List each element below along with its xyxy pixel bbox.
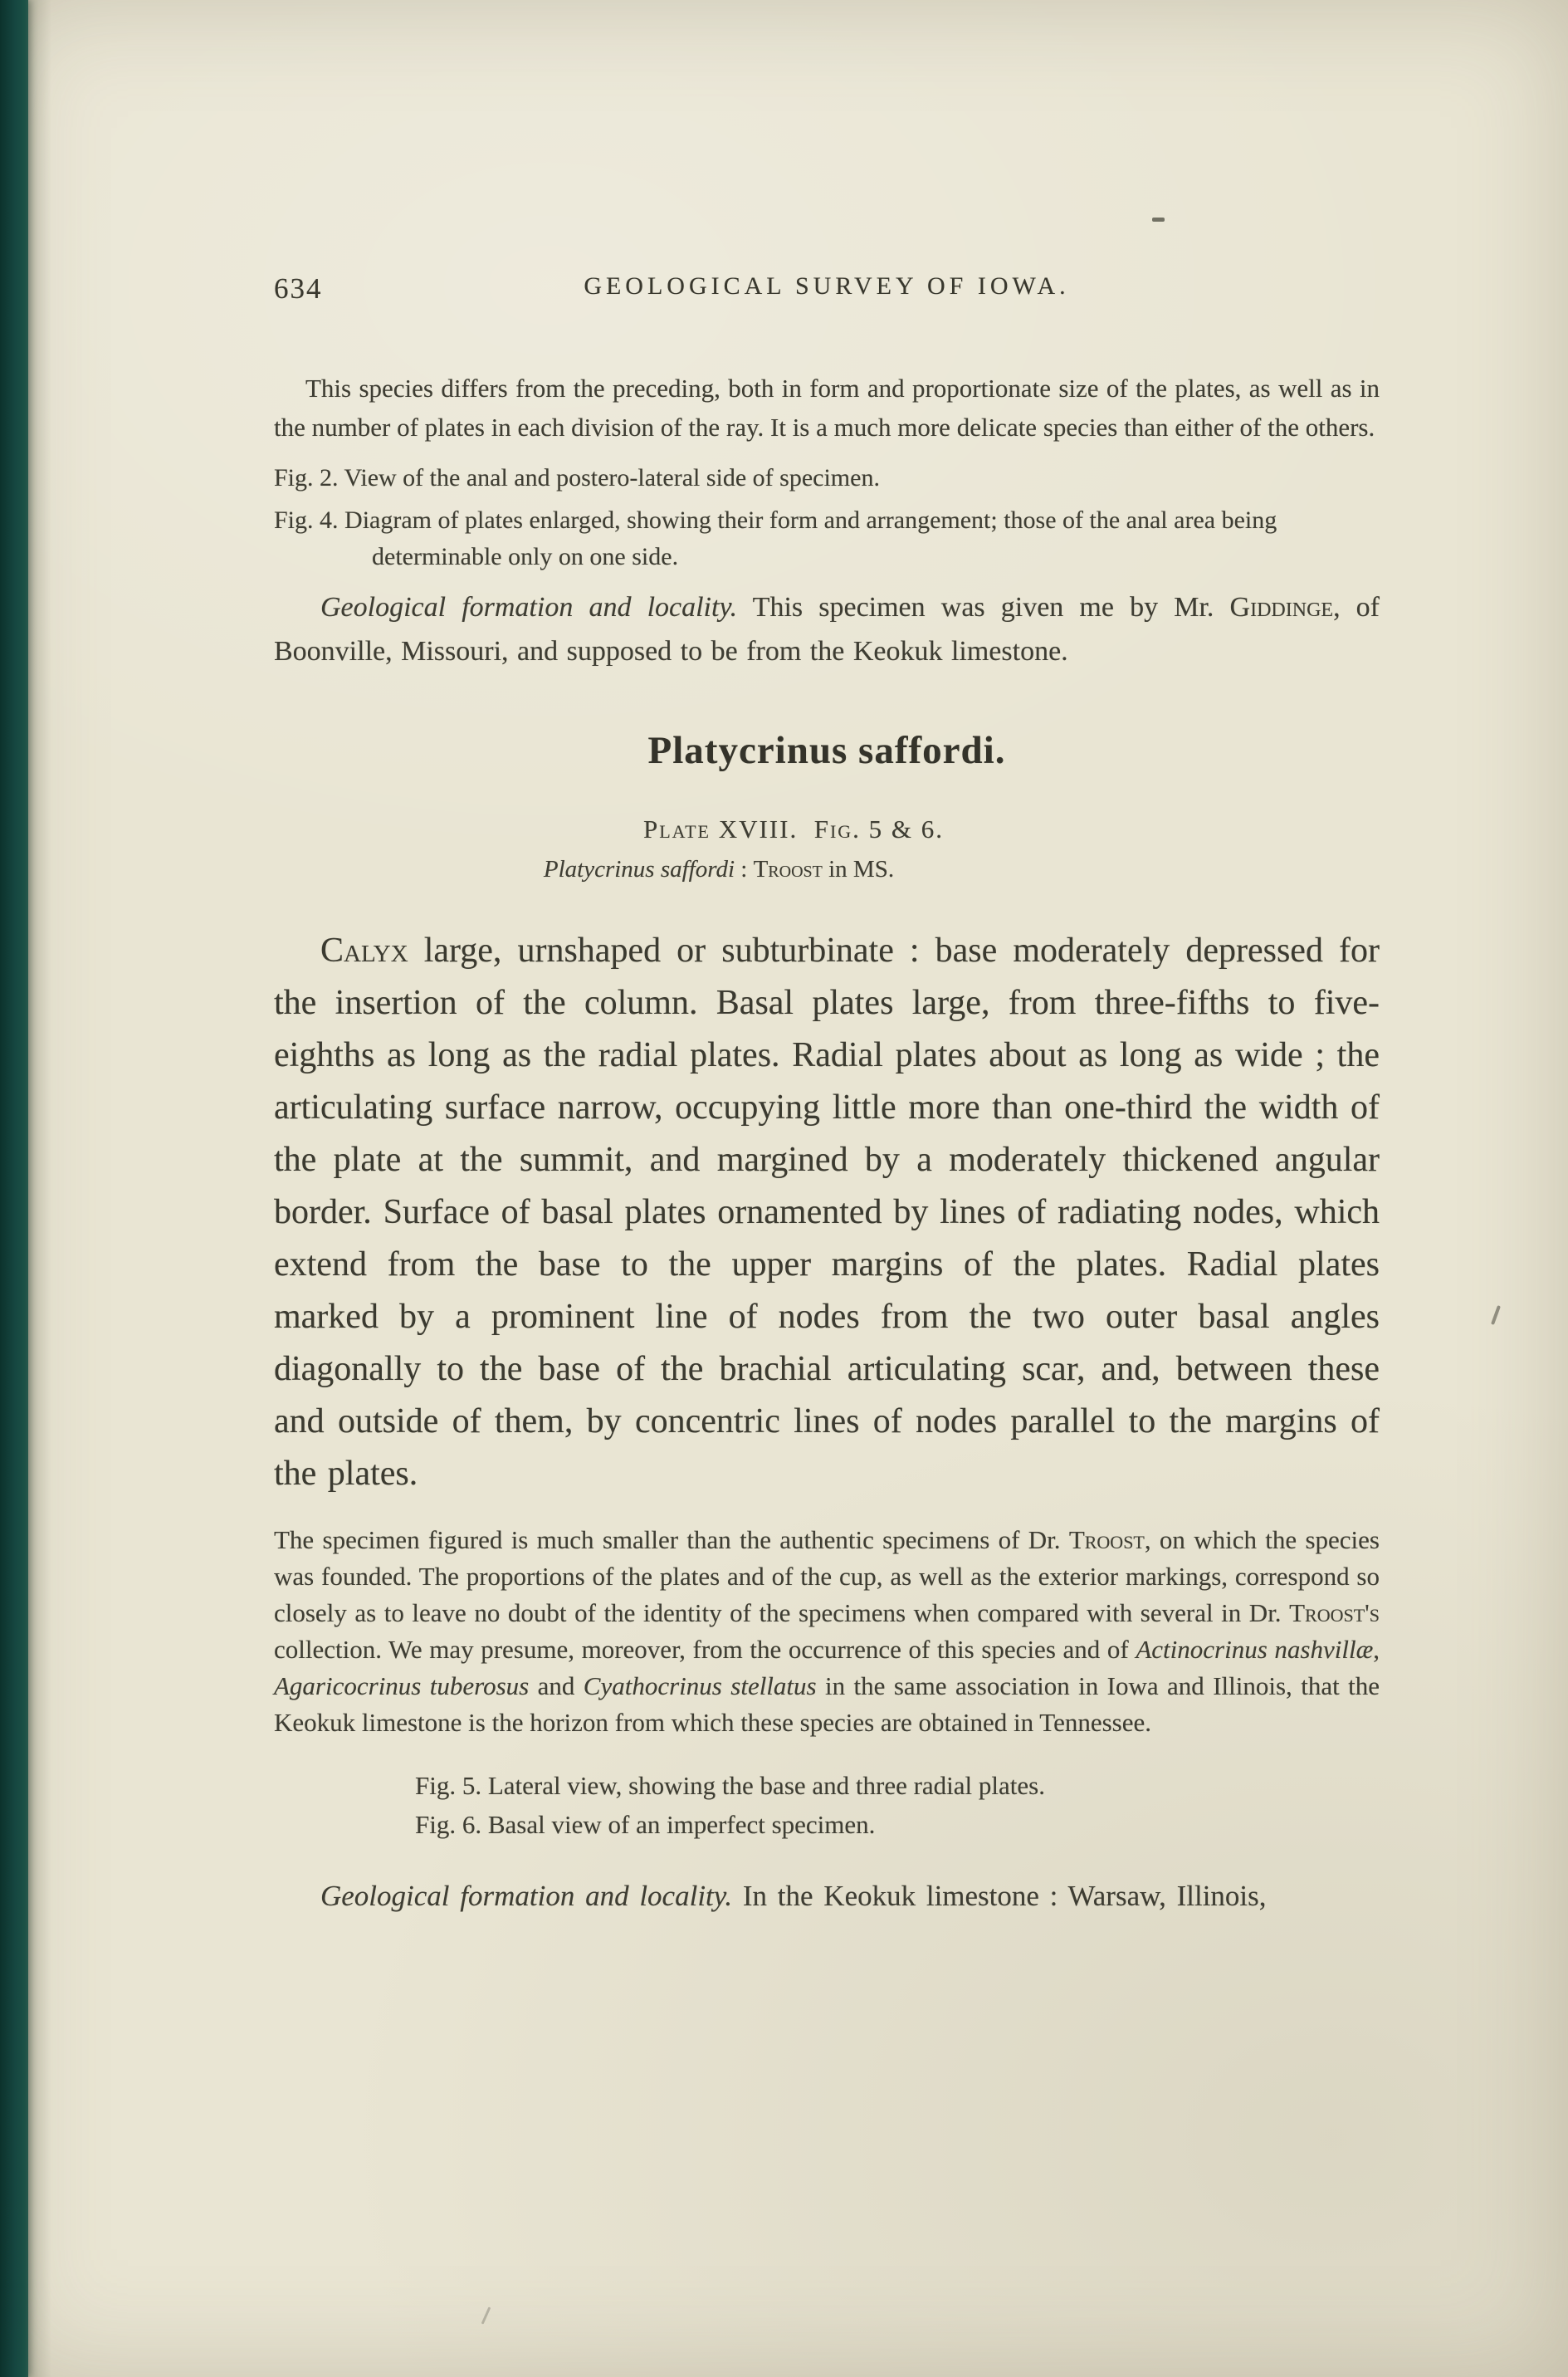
locality-paragraph-current: Geological formation and locality. In the Keokuk limestone : Warsaw, Illinois,	[320, 1880, 1267, 1912]
figure-6-text: Basal view of an imperfect specimen.	[487, 1810, 876, 1839]
scan-artifact-slash	[481, 2306, 491, 2324]
scan-artifact-tick	[1491, 1305, 1501, 1325]
figure-5-label: Fig. 5.	[415, 1771, 482, 1800]
figure-caption-fig2	[274, 460, 1380, 496]
page-header	[274, 272, 1380, 309]
page-content	[274, 0, 1380, 1920]
figure-4-label: Fig. 4.	[274, 506, 339, 534]
figure-2-label: Fig. 2.	[274, 464, 339, 492]
figure-caption-fig5	[415, 1766, 1380, 1805]
plate-reference: Plate XVIII. Fig. 5 & 6.	[642, 814, 945, 844]
species-description: Calyx large, urnshaped or subturbinate : base moderately depressed for the insertion of the column. Basal plates large, from three-fifths to five-eighths as long as the radial plates. Radial plates about as long as wide ; the articulating surface narrow, occupying little more than one-third the width of the plate at the summit, and margined by a moderately thickened angular border. Surface of basal plates ornamented by lines of radiating nodes, which extend from the base to the upper margins of the plates. Radial plates marked by a prominent line of nodes from the two outer basal angles diagonally to the base of the brachial articulating scar, and, between these and outside of them, by concentric lines of nodes parallel to the margins of the plates.	[274, 932, 1380, 1493]
running-head: GEOLOGICAL SURVEY OF IOWA.	[584, 272, 1070, 300]
figure-5-text: Lateral view, showing the base and three radial plates.	[487, 1771, 1045, 1800]
intro-paragraph: This species differs from the preceding, both in form and proportionate size of the plates, as well as in the number of plates in each division of the ray. It is a much more delicate species than either of the others.	[274, 374, 1380, 442]
species-heading: Platycrinus saffordi.	[647, 729, 1006, 772]
page-number: 634	[274, 272, 323, 305]
locality-paragraph-previous: Geological formation and locality. This specimen was given me by Mr. Giddinge, of Boonville, Missouri, and supposed to be from the Keokuk limestone.	[274, 592, 1380, 667]
figure-6-label: Fig. 6.	[415, 1810, 482, 1839]
figure-captions-bottom	[415, 1766, 1380, 1844]
remarks-paragraph: The specimen figured is much smaller than the authentic specimens of Dr. Troost, on which the species was founded. The proportions of the plates and of the cup, as well as the exterior markings, correspond so closely as to leave no doubt of the identity of the specimens when compared with several in Dr. Troost's collection. We may presume, moreover, from the occurrence of this species and of Actinocrinus nashvillæ, Agaricocrinus tuberosus and Cyathocrinus stellatus in the same association in Iowa and Illinois, that the Keokuk limestone is the horizon from which these species are obtained in Tennessee.	[274, 1525, 1380, 1737]
synonymy-line: Platycrinus saffordi : Troost in MS.	[543, 856, 895, 883]
figure-2-text: View of the anal and postero-lateral side of specimen.	[344, 464, 880, 492]
figure-caption-fig4	[274, 502, 1380, 575]
figure-caption-fig6	[415, 1805, 1380, 1844]
binding-edge	[0, 0, 28, 2377]
figure-4-text: Diagram of plates enlarged, showing their form and arrangement; those of the anal area being determinable only on one side.	[344, 506, 1277, 570]
